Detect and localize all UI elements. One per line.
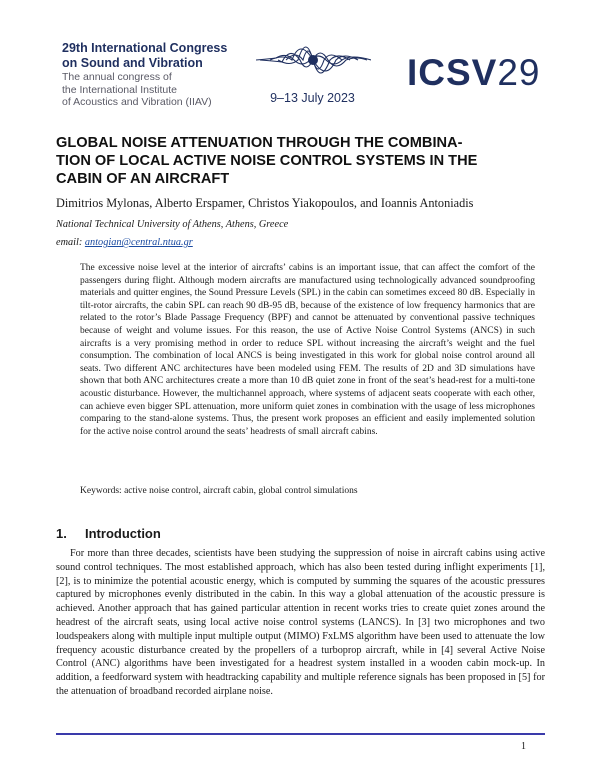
email-line (56, 237, 193, 248)
section-heading (56, 526, 161, 541)
abstract: The excessive noise level at the interior of aircrafts’ cabins is an important issue, that can affect the comfort of the passengers during flight. Although modern aircrafts are manufactured using technologically advanced soundproofing materials and quitter engines, the Sound Pressure Levels (SPL) in the cabin can sometimes exceed 80 dB. Especially in tilt-rotor aircrafts, the cabin SPL can reach 90 dB-95 dB, because of the existence of low frequency harmonics that are related to the rotor’s Blade Passage Frequency (BPF) and cannot be attenuated by conventional passive techniques because of weight and volume issues. For this reason, the use of Active Noise Control Systems (ANCS) in such aircrafts is a very promising method in order to reduce SPL without increasing the aircraft’s weight and the fuel consumption. The combination of local ANCS is being investigated in this work for global noise control around all seats. Two different ANC architectures have been modeled using FEM. The results of 2D and 3D simulations have shown that both ANC architectures create a more than 10 dB quiet zone in front of the seat’s head-rest for a multi-tone acoustic disturbance. However, the multichannel approach, where systems of adjacent seats cooperate with each other, can achieve even bigger SPL attenuation, more uniform quiet zones in combination with the usage of less microphones comparing to the stand-alone systems. Thus, the present work proposes an efficient and easily implemented solution for the active noise control around the seats’ headrests of small aircraft cabins. (80, 263, 535, 437)
paper-title (56, 134, 556, 188)
annual-congress-line1: The annual congress of (62, 71, 172, 83)
congress-title-line2: on Sound and Vibration (62, 56, 203, 70)
paper-title-line2: TION OF LOCAL ACTIVE NOISE CONTROL SYSTEMS IN THE (56, 153, 478, 169)
section-number: 1. (56, 526, 67, 541)
icsv-logo-letters: ICSV (407, 52, 498, 93)
email-label: email: (56, 237, 85, 248)
congress-title-line1: 29th International Congress (62, 41, 228, 55)
annual-congress-line3: of Acoustics and Vibration (IIAV) (62, 96, 212, 108)
keywords: Keywords: active noise control, aircraft cabin, global control simulations (80, 486, 358, 496)
congress-info (62, 41, 262, 109)
section-title: Introduction (85, 526, 161, 541)
icsv-logo-number: 29 (497, 52, 541, 93)
icsv-logo (407, 52, 541, 94)
paper-title-line1: GLOBAL NOISE ATTENUATION THROUGH THE COMBINA- (56, 135, 463, 151)
sound-wave-logo-icon (256, 32, 371, 88)
page-number: 1 (521, 741, 526, 752)
congress-dates: 9–13 July 2023 (270, 91, 355, 105)
paper-title-line3: CABIN OF AN AIRCRAFT (56, 171, 230, 187)
annual-congress-line2: the International Institute (62, 83, 177, 96)
author-list: Dimitrios Mylonas, Alberto Erspamer, Christos Yiakopoulos, and Ioannis Antoniadis (56, 196, 474, 210)
affiliation: National Technical University of Athens, Athens, Greece (56, 219, 289, 230)
email-link[interactable]: antogian@central.ntua.gr (84, 237, 193, 248)
introduction-paragraph: For more than three decades, scientists have been studying the suppression of noise in aircraft cabins using active sound control techniques. The most established approach, which has also been tested during inflight experiments [1], [2], is to minimize the potential acoustic energy, which is computed by summing the squares of the acoustic pressures captured by microphones evenly distributed in the cabin. In this way a global attenuation of the acoustic pressure is achieved. Another approach that has gained particular attention in recent works tries to create quiet zones around the headrest of the aircraft seats, using local active noise control systems (LANCS). In [3] two microphones and two loudspeakers along with multiple input multiple output (MIMO) FxLMS algorithm have been used to attenuate the low frequency acoustic disturbance created by the propellers of a turboprop aircraft, while in [4] several Active Noise Control (ANC) algorithms have been investigated for a headrest system installed in a wooden cabin mock-up. In addition, a feedforward system with headtracking capability and multiple reference signals has been proposed in [5] for the attenuation of broadband recorded airplane noise. (56, 548, 545, 697)
footer-divider (56, 733, 545, 735)
